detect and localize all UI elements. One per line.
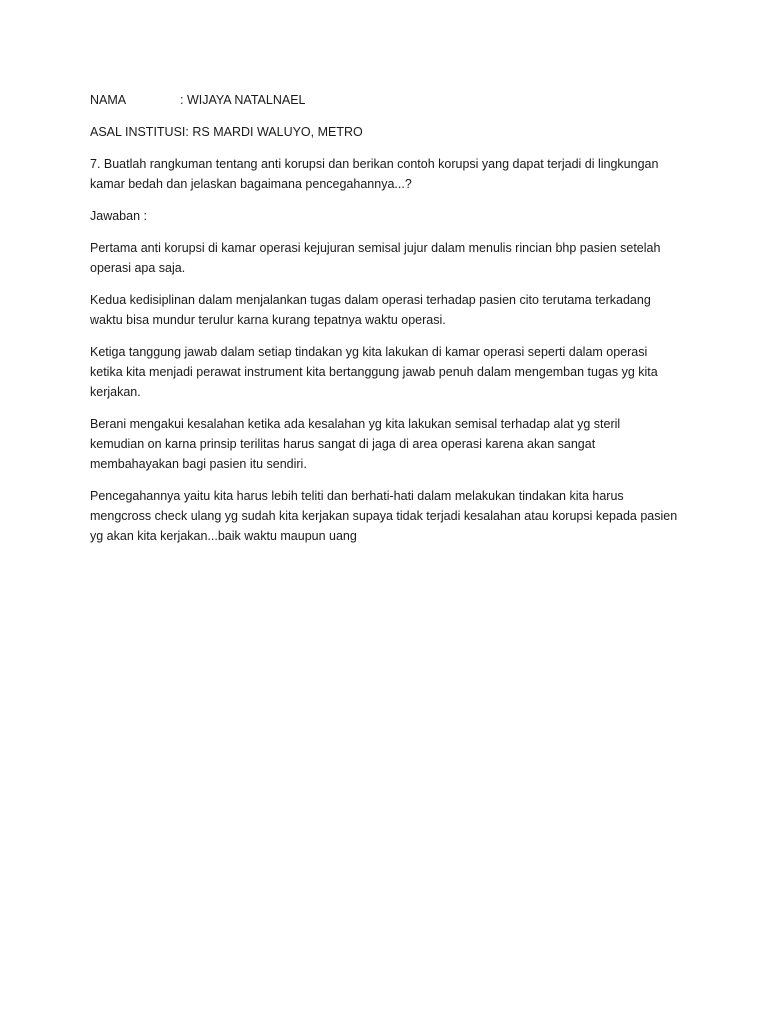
paragraph-line: kerjakan. (90, 385, 141, 399)
nama-row (90, 90, 682, 110)
answer-label: Jawaban : (90, 209, 147, 223)
institusi-row (90, 122, 682, 142)
nama-value: : WIJAYA NATALNAEL (180, 93, 306, 107)
paragraph-line: Pencegahannya yaitu kita harus lebih teliti dan berhati-hati dalam melakukan tindakan kita harus (90, 489, 624, 503)
paragraph-line: yg akan kita kerjakan...baik waktu maupun uang (90, 529, 357, 543)
paragraph-line: waktu bisa mundur terulur karna kurang tepatnya waktu operasi. (90, 313, 446, 327)
answer-paragraph-ketiga (90, 342, 682, 402)
paragraph-line: kemudian on karna prinsip terilitas harus sangat di jaga di area operasi karena akan sangat (90, 437, 596, 451)
nama-label: NAMA (90, 93, 127, 107)
paragraph-line: membahayakan bagi pasien itu sendiri. (90, 457, 307, 471)
answer-paragraph-pencegahan (90, 486, 682, 546)
answer-paragraph-kedua (90, 290, 682, 330)
paragraph-line: ketika kita menjadi perawat instrument kita bertanggung jawab penuh dalam mengemban tugas yg kita (90, 365, 658, 379)
answer-paragraph-berani (90, 414, 682, 474)
paragraph-line: Ketiga tanggung jawab dalam setiap tindakan yg kita lakukan di kamar operasi seperti dalam operasi (90, 345, 648, 359)
paragraph-line: mengcross check ulang yg sudah kita kerjakan supaya tidak terjadi kesalahan atau korupsi kepada pasien (90, 509, 678, 523)
question-line: kamar bedah dan jelaskan bagaimana pencegahannya...? (90, 177, 412, 191)
institusi-value: : RS MARDI WALUYO, METRO (185, 125, 363, 139)
paragraph-line: Kedua kedisiplinan dalam menjalankan tugas dalam operasi terhadap pasien cito terutama terkadang (90, 293, 651, 307)
paragraph-line: Berani mengakui kesalahan ketika ada kesalahan yg kita lakukan semisal terhadap alat yg steril (90, 417, 621, 431)
question-line: 7. Buatlah rangkuman tentang anti korupsi dan berikan contoh korupsi yang dapat terjadi di lingkungan (90, 157, 659, 171)
paragraph-line: operasi apa saja. (90, 261, 186, 275)
institusi-label: ASAL INSTITUSI (90, 125, 186, 139)
question (90, 154, 682, 194)
paragraph-line: Pertama anti korupsi di kamar operasi kejujuran semisal jujur dalam menulis rincian bhp pasien setelah (90, 241, 661, 255)
answer-paragraph-pertama (90, 238, 682, 278)
